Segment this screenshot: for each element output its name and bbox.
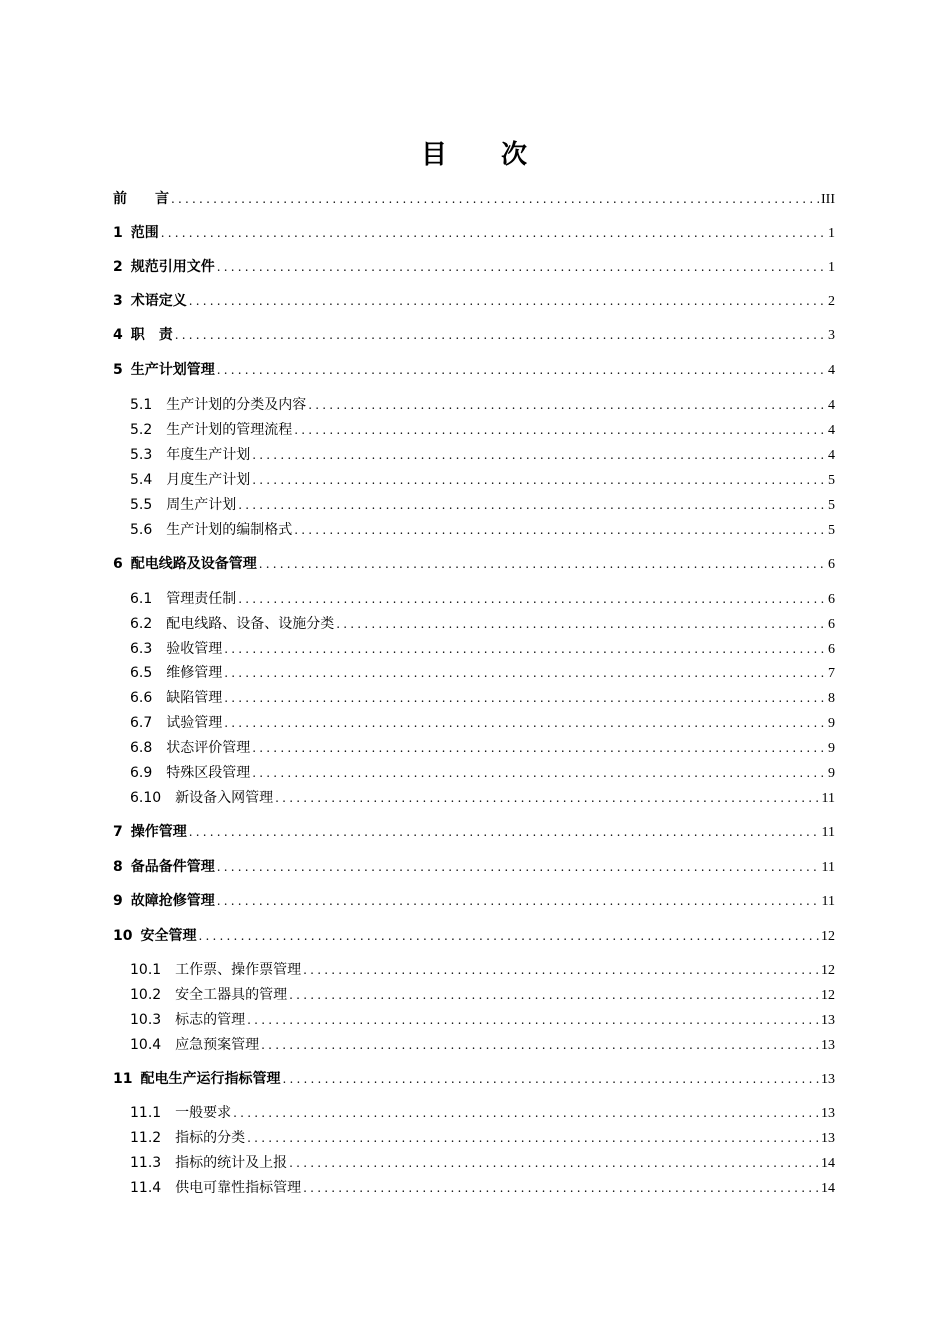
toc-entry-label: 指标的统计及上报	[175, 1155, 288, 1171]
toc-leader-dots	[252, 737, 826, 759]
toc-entry[interactable]	[113, 1068, 835, 1090]
toc-entry-page: 4	[828, 363, 835, 378]
toc-entry-number: 5.6	[130, 522, 153, 538]
toc-entry[interactable]	[113, 222, 835, 244]
toc-leader-dots	[224, 638, 826, 660]
toc-leader-dots	[247, 1127, 819, 1149]
toc-entry-label: 特殊区段管理	[166, 765, 251, 781]
toc-entry-page: 13	[821, 1072, 835, 1087]
toc-leader-dots	[238, 494, 826, 516]
toc-entry-number: 5.3	[130, 447, 153, 463]
toc-entry[interactable]	[113, 419, 835, 441]
toc-entry-page: 6	[828, 557, 835, 572]
toc-entry[interactable]	[113, 856, 835, 878]
toc-entry-number: 7	[113, 824, 123, 840]
toc-entry-page: 13	[821, 1038, 835, 1053]
toc-entry-label: 指标的分类	[175, 1130, 246, 1146]
toc-entry-label: 生产计划的分类及内容	[166, 397, 307, 413]
toc-entry-label: 管理责任制	[166, 591, 237, 607]
toc-entry-page: III	[821, 192, 835, 207]
toc-entry-label: 工作票、操作票管理	[175, 962, 302, 978]
toc-leader-dots	[217, 359, 826, 381]
toc-entry-page: 6	[828, 592, 835, 607]
toc-leader-dots	[303, 959, 819, 981]
toc-entry[interactable]	[113, 890, 835, 912]
toc-entry-number: 11	[113, 1071, 133, 1087]
toc-entry-number: 6.9	[130, 765, 153, 781]
toc-entry-label: 供电可靠性指标管理	[175, 1180, 302, 1196]
toc-entry-label: 状态评价管理	[166, 740, 251, 756]
toc-entry-page: 9	[828, 716, 835, 731]
toc-entry-number: 5.2	[130, 422, 153, 438]
toc-leader-dots	[198, 925, 819, 947]
toc-entry[interactable]	[113, 1177, 835, 1199]
toc-entry[interactable]	[113, 394, 835, 416]
toc-entry-number: 10.1	[130, 962, 162, 978]
toc-leader-dots	[233, 1102, 819, 1124]
toc-entry-label: 安全管理	[140, 928, 197, 944]
toc-entry-label: 故障抢修管理	[130, 893, 215, 909]
toc-leader-dots	[252, 444, 826, 466]
toc-entry[interactable]	[113, 613, 835, 635]
toc-entry-label: 备品备件管理	[130, 859, 215, 875]
toc-entry[interactable]	[113, 444, 835, 466]
toc-entry-page: 11	[821, 825, 835, 840]
toc-entry-page: 12	[821, 963, 835, 978]
toc-leader-dots	[259, 553, 826, 575]
toc-entry-page: 13	[821, 1106, 835, 1121]
toc-leader-dots	[224, 662, 826, 684]
toc-entry-page: 2	[828, 294, 835, 309]
toc-entry-page: 8	[828, 691, 835, 706]
toc-entry-label: 周生产计划	[166, 497, 237, 513]
toc-entry-label: 操作管理	[130, 824, 187, 840]
toc-entry-page: 12	[821, 929, 835, 944]
toc-entry-number: 5.4	[130, 472, 153, 488]
toc-entry-page: 14	[821, 1181, 835, 1196]
toc-entry[interactable]	[113, 1102, 835, 1124]
toc-entry[interactable]	[113, 290, 835, 312]
toc-leader-dots	[289, 984, 819, 1006]
toc-entry-label: 维修管理	[166, 665, 223, 681]
toc-entry-number: 6.2	[130, 616, 153, 632]
toc-leader-dots	[161, 222, 826, 244]
toc-entry-page: 4	[828, 398, 835, 413]
toc-leader-dots	[308, 394, 826, 416]
toc-entry-page: 11	[821, 791, 835, 806]
toc-entry[interactable]	[113, 469, 835, 491]
toc-entry[interactable]	[113, 959, 835, 981]
toc-title-char-2: 次	[501, 140, 530, 170]
toc-entry-number: 6.10	[130, 790, 162, 806]
toc-entry-number: 5	[113, 362, 123, 378]
toc-entry-label: 应急预案管理	[175, 1037, 260, 1053]
toc-entry-page: 12	[821, 988, 835, 1003]
toc-entry-page: 13	[821, 1013, 835, 1028]
toc-entry[interactable]	[113, 762, 835, 784]
toc-entry-number: 6.1	[130, 591, 153, 607]
toc-entry-label: 职 责	[130, 327, 173, 343]
toc-entry-page: 1	[828, 226, 835, 241]
toc-leader-dots	[303, 1177, 819, 1199]
toc-entry-label: 规范引用文件	[130, 259, 215, 275]
toc-entry-number: 11.4	[130, 1180, 162, 1196]
toc-leader-dots	[217, 890, 820, 912]
toc-entry-number: 1	[113, 225, 123, 241]
toc-entry-number: 6.6	[130, 690, 153, 706]
toc-entry-page: 11	[821, 894, 835, 909]
toc-entry[interactable]	[113, 737, 835, 759]
toc-entry-label: 安全工器具的管理	[175, 987, 288, 1003]
toc-entry-label: 验收管理	[166, 641, 223, 657]
toc-entry[interactable]	[113, 324, 835, 346]
toc-entry-label: 范围	[130, 225, 159, 241]
toc-leader-dots	[238, 588, 826, 610]
toc-entry[interactable]	[113, 1127, 835, 1149]
toc-entry-page: 6	[828, 617, 835, 632]
toc-entry-page: 3	[828, 328, 835, 343]
toc-entry[interactable]	[113, 494, 835, 516]
toc-entry-number: 5.5	[130, 497, 153, 513]
toc-entry-number: 10.4	[130, 1037, 162, 1053]
toc-entry-label: 前 言	[113, 191, 169, 207]
toc-leader-dots	[275, 787, 819, 809]
toc-entry-number: 6.5	[130, 665, 153, 681]
toc-entry-page: 9	[828, 766, 835, 781]
toc-entry-number: 11.2	[130, 1130, 162, 1146]
toc-entry[interactable]	[113, 1009, 835, 1031]
toc-entry-number: 6	[113, 556, 123, 572]
toc-entry[interactable]	[113, 256, 835, 278]
toc-entry[interactable]	[113, 662, 835, 684]
toc-entry-number: 10	[113, 928, 133, 944]
toc-leader-dots	[224, 712, 826, 734]
toc-leader-dots	[289, 1152, 819, 1174]
toc-title-char-1: 目	[420, 140, 449, 170]
toc-entry-number: 9	[113, 893, 123, 909]
toc-entry-label: 生产计划管理	[130, 362, 215, 378]
toc-leader-dots	[261, 1034, 819, 1056]
toc-entry[interactable]	[113, 787, 835, 809]
toc-entry[interactable]	[113, 588, 835, 610]
toc-entry[interactable]	[113, 925, 835, 947]
toc-leader-dots	[217, 856, 820, 878]
toc-entry[interactable]	[113, 1152, 835, 1174]
toc-entry-page: 5	[828, 498, 835, 513]
toc-entry-number: 6.8	[130, 740, 153, 756]
toc-entry-page: 13	[821, 1131, 835, 1146]
toc-entry-page: 4	[828, 448, 835, 463]
toc-leader-dots	[294, 519, 826, 541]
toc-entry[interactable]	[113, 188, 835, 210]
toc-entry[interactable]	[113, 1034, 835, 1056]
toc-leader-dots	[189, 290, 826, 312]
toc-leader-dots	[217, 256, 826, 278]
toc-entry-label: 术语定义	[130, 293, 187, 309]
toc-leader-dots	[294, 419, 826, 441]
toc-entry-number: 11.3	[130, 1155, 162, 1171]
toc-entry[interactable]	[113, 687, 835, 709]
toc-entry-number: 11.1	[130, 1105, 162, 1121]
toc-leader-dots	[224, 687, 826, 709]
toc-entry-number: 6.3	[130, 641, 153, 657]
toc-entry-label: 试验管理	[166, 715, 223, 731]
toc-entry-number: 8	[113, 859, 123, 875]
toc-entry-number: 10.3	[130, 1012, 162, 1028]
toc-leader-dots	[252, 469, 826, 491]
toc-entry-page: 11	[821, 860, 835, 875]
toc-leader-dots	[252, 762, 826, 784]
toc-entry[interactable]	[113, 553, 835, 575]
toc-leader-dots	[247, 1009, 819, 1031]
toc-title	[0, 134, 950, 171]
toc-entry-number: 3	[113, 293, 123, 309]
toc-entry-label: 年度生产计划	[166, 447, 251, 463]
toc-entry-number: 5.1	[130, 397, 153, 413]
toc-leader-dots	[171, 188, 819, 210]
toc-entry-page: 6	[828, 642, 835, 657]
toc-entry-label: 一般要求	[175, 1105, 232, 1121]
toc-entry-label: 缺陷管理	[166, 690, 223, 706]
toc-entry-page: 7	[828, 666, 835, 681]
toc-entry-label: 配电线路、设备、设施分类	[166, 616, 335, 632]
toc-leader-dots	[189, 821, 820, 843]
toc-entry-label: 生产计划的管理流程	[166, 422, 293, 438]
toc-entry-number: 2	[113, 259, 123, 275]
toc-entry-page: 5	[828, 473, 835, 488]
toc-entry[interactable]	[113, 359, 835, 381]
toc-entry[interactable]	[113, 984, 835, 1006]
toc-entry-page: 1	[828, 260, 835, 275]
toc-entry-label: 月度生产计划	[166, 472, 251, 488]
toc-entry-label: 配电线路及设备管理	[130, 556, 257, 572]
toc-entry-number: 10.2	[130, 987, 162, 1003]
toc-entry-page: 4	[828, 423, 835, 438]
toc-entry-page: 9	[828, 741, 835, 756]
toc-entry-page: 5	[828, 523, 835, 538]
toc-entry-label: 配电生产运行指标管理	[140, 1071, 281, 1087]
toc-entry-number: 4	[113, 327, 123, 343]
toc-entry-label: 新设备入网管理	[175, 790, 274, 806]
toc-leader-dots	[175, 324, 826, 346]
toc-entry[interactable]	[113, 638, 835, 660]
toc-leader-dots	[336, 613, 826, 635]
toc-entry[interactable]	[113, 519, 835, 541]
toc-entry[interactable]	[113, 712, 835, 734]
toc-leader-dots	[282, 1068, 819, 1090]
toc-entry-page: 14	[821, 1156, 835, 1171]
toc-entry[interactable]	[113, 821, 835, 843]
toc-entry-number: 6.7	[130, 715, 153, 731]
toc-entry-label: 生产计划的编制格式	[166, 522, 293, 538]
toc-entry-label: 标志的管理	[175, 1012, 246, 1028]
